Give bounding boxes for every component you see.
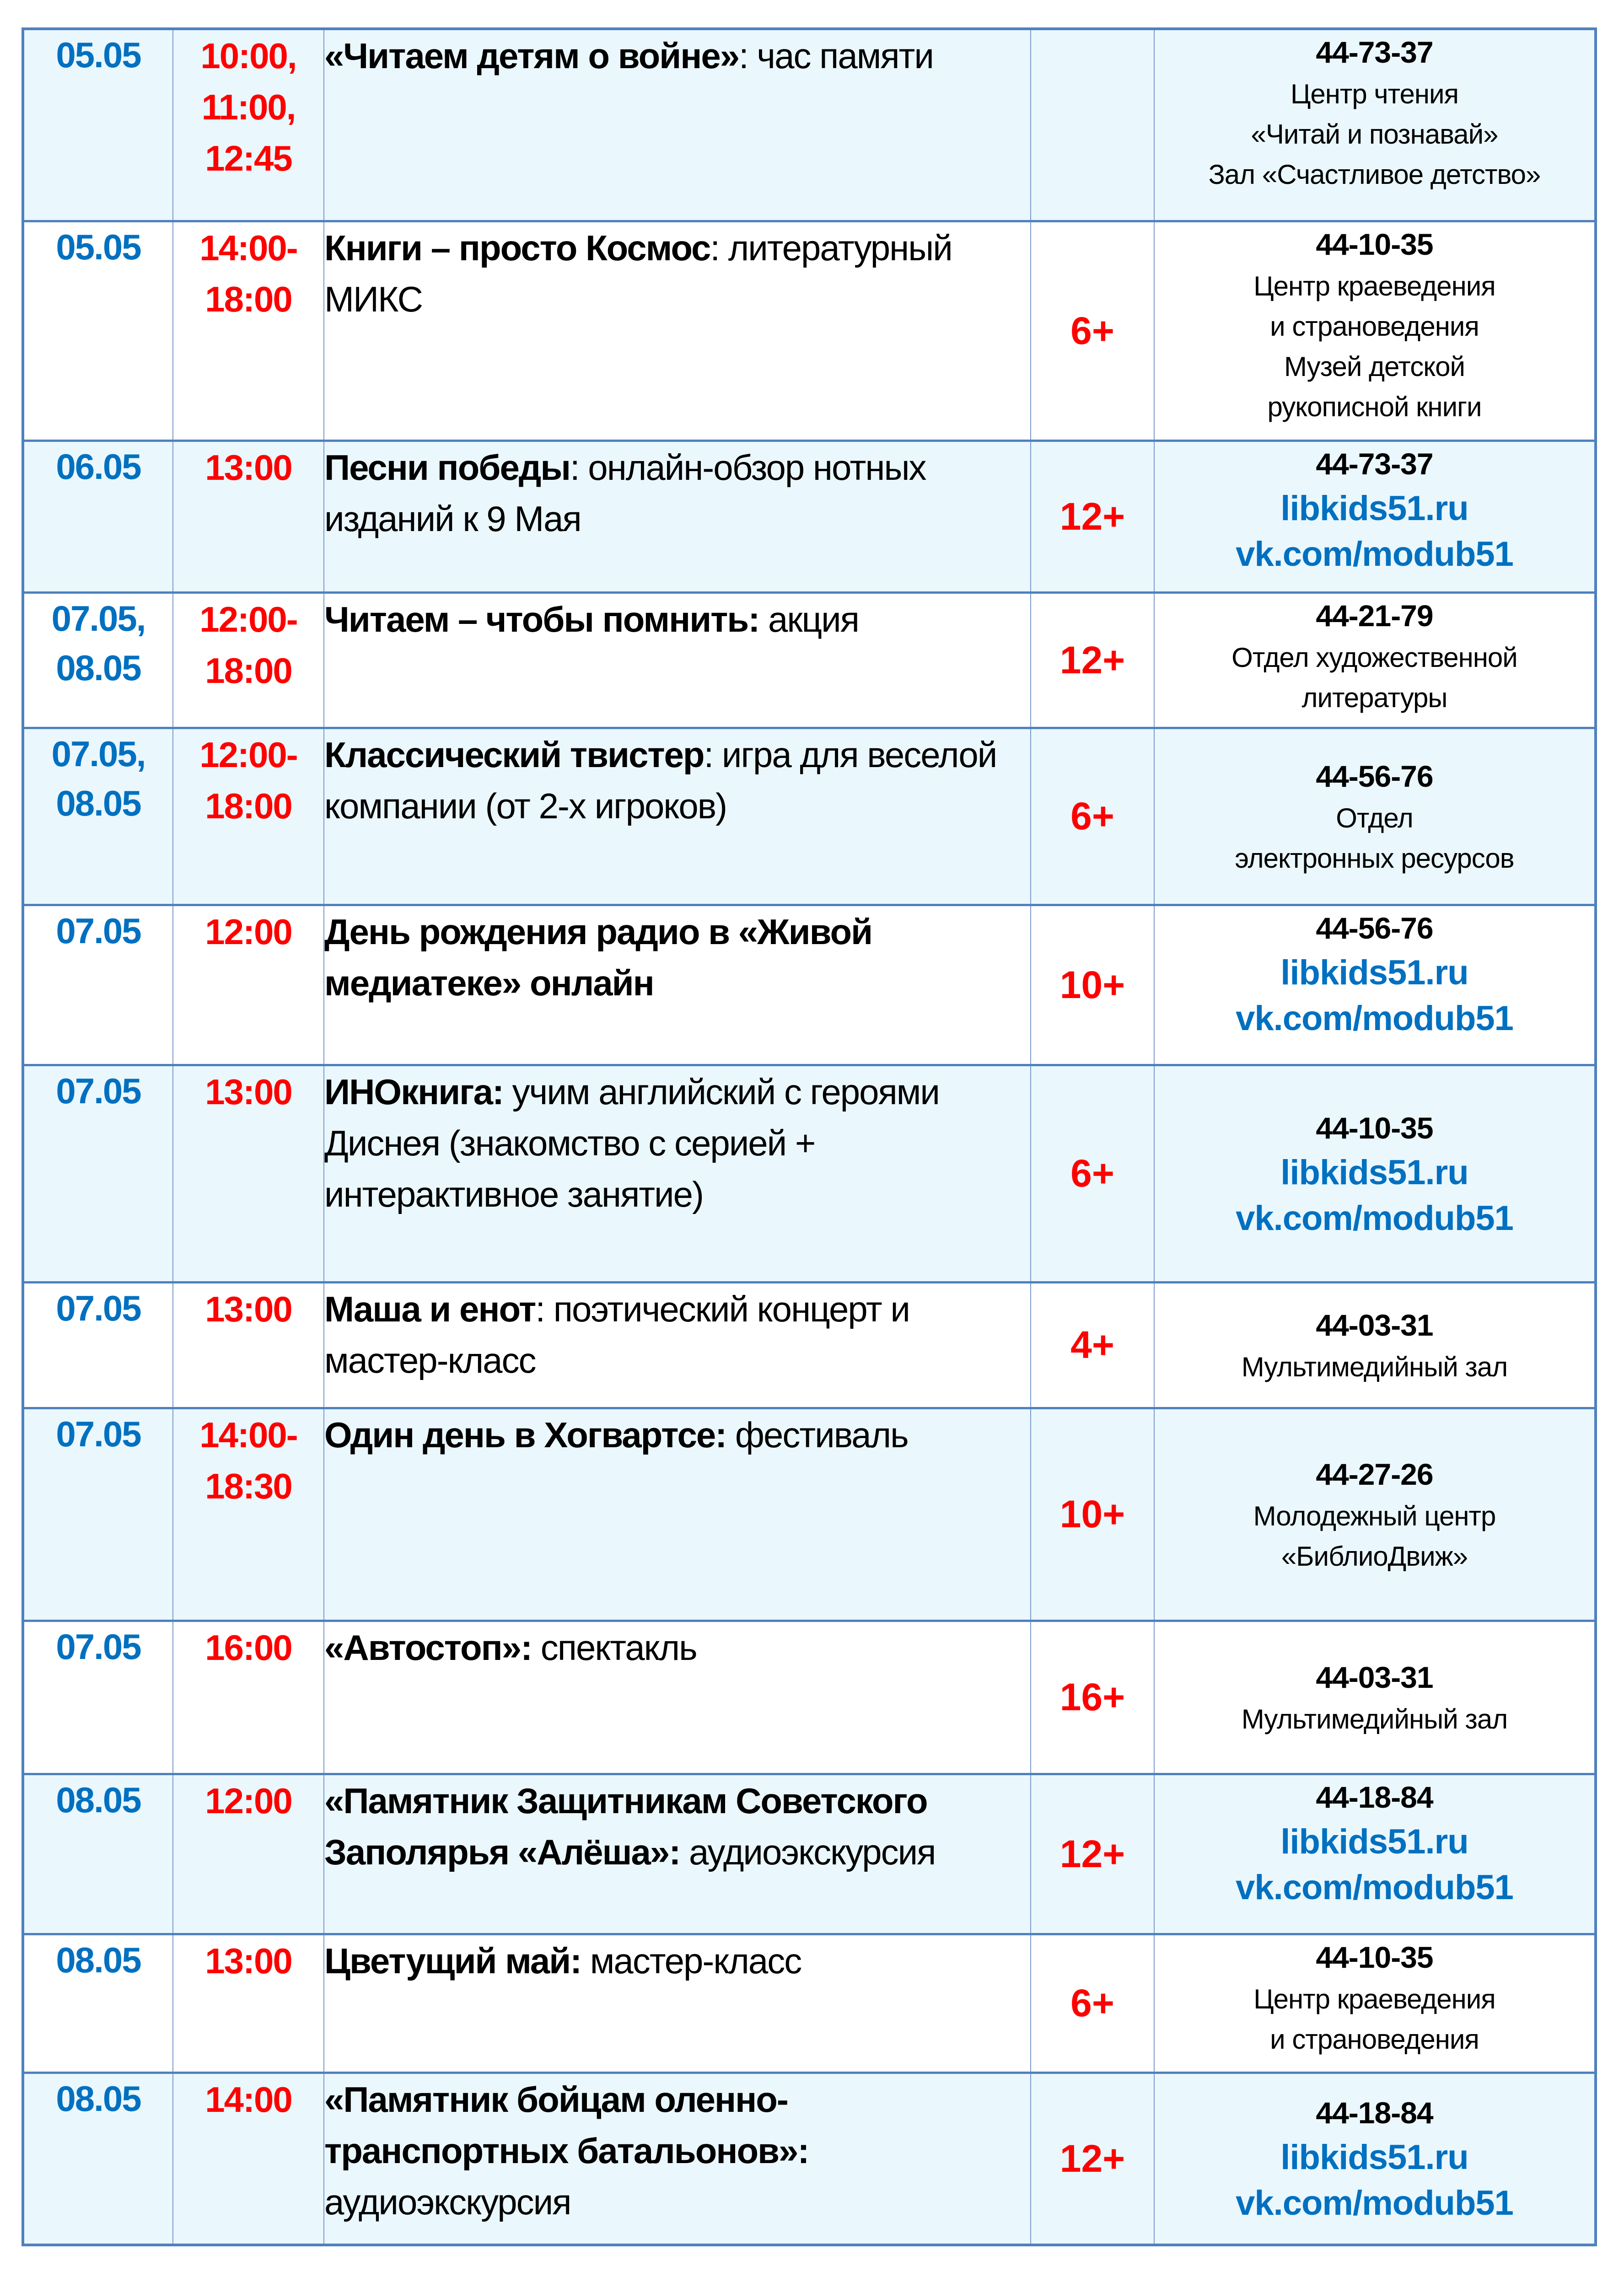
- contact-phone: 44-03-31: [1316, 1660, 1433, 1694]
- event-time: [173, 905, 324, 1065]
- event-name: «Памятник Защитникам Советского Заполярья «Алёша»:: [324, 1780, 927, 1872]
- age-rating: 6+: [1031, 221, 1154, 440]
- event-time-line: 13:00: [205, 1071, 292, 1112]
- age-rating: 6+: [1031, 1065, 1154, 1282]
- event-description: аудиоэкскурсия: [680, 1831, 936, 1872]
- event-name: Классический твистер: [324, 734, 704, 775]
- event-title: [324, 905, 1031, 1065]
- website-link[interactable]: libkids51.ru: [1280, 1153, 1468, 1192]
- contact-phone: 44-03-31: [1316, 1308, 1433, 1342]
- event-title: [324, 221, 1031, 440]
- event-date-line: 07.05: [56, 1626, 141, 1667]
- venue-line: Мультимедийный зал: [1241, 1351, 1508, 1382]
- age-rating: 12+: [1031, 1774, 1154, 1934]
- event-description: фестиваль: [726, 1414, 908, 1455]
- event-time-line: 12:00: [205, 911, 292, 952]
- event-time-line: 16:00: [205, 1627, 292, 1668]
- event-date-line: 08.05: [56, 1939, 141, 1980]
- website-link[interactable]: libkids51.ru: [1280, 953, 1468, 992]
- venue-line: Отдел художественной: [1231, 642, 1517, 673]
- event-date-line: 07.05,: [51, 733, 145, 774]
- event-contact: [1154, 1934, 1596, 2073]
- venue-line: «БиблиоДвиж»: [1281, 1541, 1468, 1572]
- event-title: [324, 2073, 1031, 2245]
- venue-line: электронных ресурсов: [1235, 843, 1514, 874]
- event-date: [23, 1282, 173, 1408]
- website-link[interactable]: vk.com/modub51: [1236, 999, 1513, 1038]
- event-description: акция: [759, 599, 859, 639]
- event-name: Один день в Хогвартсе:: [324, 1414, 726, 1455]
- contact-phone: 44-73-37: [1316, 35, 1433, 69]
- event-time: [173, 29, 324, 221]
- age-rating: 16+: [1031, 1621, 1154, 1774]
- event-date-line: 07.05,: [51, 598, 145, 639]
- event-time-line: 12:00: [205, 1780, 292, 1821]
- venue-line: и страноведения: [1270, 2024, 1479, 2055]
- venue-line: Зал «Счастливое детство»: [1208, 159, 1541, 190]
- age-rating: 6+: [1031, 728, 1154, 905]
- event-time: [173, 1621, 324, 1774]
- event-row: [23, 29, 1596, 221]
- event-row: [23, 1774, 1596, 1934]
- contact-phone: 44-10-35: [1316, 227, 1433, 261]
- contact-phone: 44-27-26: [1316, 1457, 1433, 1491]
- event-row: [23, 1934, 1596, 2073]
- event-time: [173, 1408, 324, 1621]
- website-link[interactable]: libkids51.ru: [1280, 2138, 1468, 2177]
- event-date-line: 07.05: [56, 1413, 141, 1454]
- event-date-line: 07.05: [56, 1288, 141, 1328]
- event-contact: [1154, 1774, 1596, 1934]
- event-description: учим английский с героями Диснея (знакомство с серией + интерактивное занятие): [324, 1071, 939, 1214]
- event-date-line: 05.05: [56, 35, 141, 75]
- event-description: мастер-класс: [581, 1940, 801, 1981]
- event-time: [173, 1774, 324, 1934]
- event-date: [23, 1934, 173, 2073]
- event-row: [23, 728, 1596, 905]
- event-time-line: 13:00: [205, 1289, 292, 1329]
- event-contact: [1154, 592, 1596, 728]
- event-time: [173, 728, 324, 905]
- event-description: аудиоэкскурсия: [324, 2181, 571, 2222]
- event-title: [324, 728, 1031, 905]
- event-date-line: 07.05: [56, 910, 141, 951]
- contact-phone: 44-73-37: [1316, 446, 1433, 481]
- event-date-line: 08.05: [56, 783, 141, 823]
- event-time-line: 14:00-: [199, 1414, 297, 1455]
- event-time: [173, 221, 324, 440]
- contact-phone: 44-18-84: [1316, 2096, 1433, 2130]
- age-rating: [1031, 29, 1154, 221]
- event-row: [23, 440, 1596, 592]
- event-title: [324, 1934, 1031, 2073]
- event-title: [324, 1408, 1031, 1621]
- event-date-line: 05.05: [56, 226, 141, 267]
- event-row: [23, 1621, 1596, 1774]
- event-time-line: 18:00: [205, 650, 292, 691]
- event-time: [173, 1282, 324, 1408]
- venue-line: Молодежный центр: [1253, 1500, 1496, 1531]
- venue-line: Музей детской: [1284, 351, 1465, 382]
- venue-line: Центр краеведения: [1253, 270, 1495, 301]
- event-time-line: 18:30: [205, 1466, 292, 1506]
- contact-phone: 44-56-76: [1316, 759, 1433, 793]
- event-row: [23, 592, 1596, 728]
- venue-line: литературы: [1301, 682, 1447, 713]
- event-date: [23, 1065, 173, 1282]
- event-title: [324, 1621, 1031, 1774]
- contact-phone: 44-21-79: [1316, 598, 1433, 633]
- age-rating: 4+: [1031, 1282, 1154, 1408]
- event-title: [324, 1282, 1031, 1408]
- event-row: [23, 2073, 1596, 2245]
- event-contact: [1154, 440, 1596, 592]
- event-description: : литературный МИКС: [324, 227, 952, 319]
- event-date: [23, 440, 173, 592]
- event-date-line: 08.05: [56, 1779, 141, 1820]
- event-date-line: 06.05: [56, 446, 141, 487]
- website-link[interactable]: libkids51.ru: [1280, 1822, 1468, 1861]
- event-row: [23, 1282, 1596, 1408]
- event-row: [23, 1408, 1596, 1621]
- event-time-line: 18:00: [205, 785, 292, 826]
- event-name: День рождения радио в «Живой медиатеке» онлайн: [324, 911, 872, 1003]
- event-date: [23, 1621, 173, 1774]
- event-time: [173, 1065, 324, 1282]
- event-description: : игра для веселой компании (от 2-х игроков): [324, 734, 997, 826]
- event-description: спектакль: [532, 1627, 697, 1668]
- event-time-line: 11:00,: [201, 87, 296, 127]
- event-date: [23, 1408, 173, 1621]
- event-name: Читаем – чтобы помнить:: [324, 599, 759, 639]
- venue-line: рукописной книги: [1267, 391, 1482, 422]
- event-contact: [1154, 1282, 1596, 1408]
- event-row: [23, 221, 1596, 440]
- event-title: [324, 1065, 1031, 1282]
- event-date: [23, 1774, 173, 1934]
- venue-line: Центр краеведения: [1253, 1983, 1495, 2014]
- event-date-line: 08.05: [56, 2078, 141, 2119]
- event-time-line: 14:00-: [199, 227, 297, 268]
- age-rating: 10+: [1031, 905, 1154, 1065]
- event-time: [173, 592, 324, 728]
- event-name: ИНОкнига:: [324, 1071, 504, 1112]
- age-rating: 12+: [1031, 592, 1154, 728]
- venue-line: «Читай и познавай»: [1251, 119, 1498, 150]
- event-contact: [1154, 29, 1596, 221]
- contact-phone: 44-10-35: [1316, 1111, 1433, 1145]
- event-date: [23, 2073, 173, 2245]
- website-link[interactable]: libkids51.ru: [1280, 489, 1468, 528]
- event-time-line: 12:45: [205, 138, 292, 178]
- website-link[interactable]: vk.com/modub51: [1236, 1198, 1513, 1238]
- event-title: [324, 592, 1031, 728]
- event-date: [23, 29, 173, 221]
- event-date-line: 07.05: [56, 1070, 141, 1111]
- event-title: [324, 29, 1031, 221]
- event-title: [324, 440, 1031, 592]
- event-contact: [1154, 728, 1596, 905]
- age-rating: 10+: [1031, 1408, 1154, 1621]
- venue-line: Мультимедийный зал: [1241, 1703, 1508, 1734]
- event-row: [23, 1065, 1596, 1282]
- event-name: Книги – просто Космос: [324, 227, 710, 268]
- contact-phone: 44-56-76: [1316, 911, 1433, 945]
- event-time: [173, 1934, 324, 2073]
- event-date: [23, 905, 173, 1065]
- event-time-line: 12:00-: [199, 734, 297, 775]
- event-time-line: 12:00-: [199, 599, 297, 639]
- contact-phone: 44-18-84: [1316, 1780, 1433, 1814]
- event-contact: [1154, 221, 1596, 440]
- event-time-line: 13:00: [205, 1940, 292, 1981]
- event-description: : поэтический концерт и мастер-класс: [324, 1289, 909, 1380]
- event-date-line: 08.05: [56, 647, 141, 688]
- event-name: «Читаем детям о войне»: [324, 36, 739, 76]
- event-date: [23, 221, 173, 440]
- venue-line: Отдел: [1336, 802, 1413, 833]
- event-description: : час памяти: [739, 36, 933, 76]
- event-name: Маша и енот: [324, 1289, 536, 1329]
- age-rating: 6+: [1031, 1934, 1154, 2073]
- event-name: Цветущий май:: [324, 1940, 581, 1981]
- event-name: «Автостоп»:: [324, 1627, 532, 1668]
- events-schedule-table: [22, 27, 1597, 2246]
- event-description: : онлайн-обзор нотных изданий к 9 Мая: [324, 447, 926, 539]
- event-time: [173, 2073, 324, 2245]
- event-contact: [1154, 2073, 1596, 2245]
- age-rating: 12+: [1031, 2073, 1154, 2245]
- website-link[interactable]: vk.com/modub51: [1236, 2184, 1513, 2223]
- website-link[interactable]: vk.com/modub51: [1236, 1868, 1513, 1907]
- age-rating: 12+: [1031, 440, 1154, 592]
- event-contact: [1154, 1408, 1596, 1621]
- venue-line: и страноведения: [1270, 311, 1479, 342]
- website-link[interactable]: vk.com/modub51: [1236, 534, 1513, 574]
- event-title: [324, 1774, 1031, 1934]
- event-contact: [1154, 905, 1596, 1065]
- venue-line: Центр чтения: [1291, 79, 1458, 109]
- event-name: «Памятник бойцам оленно-транспортных батальонов»:: [324, 2079, 809, 2171]
- event-date: [23, 728, 173, 905]
- event-time-line: 10:00,: [200, 36, 296, 76]
- event-contact: [1154, 1621, 1596, 1774]
- event-contact: [1154, 1065, 1596, 1282]
- schedule-body: [23, 29, 1596, 2245]
- event-name: Песни победы: [324, 447, 570, 488]
- contact-phone: 44-10-35: [1316, 1940, 1433, 1974]
- event-row: [23, 905, 1596, 1065]
- event-time: [173, 440, 324, 592]
- event-time-line: 14:00: [205, 2079, 292, 2120]
- event-time-line: 18:00: [205, 279, 292, 319]
- event-date: [23, 592, 173, 728]
- event-time-line: 13:00: [205, 447, 292, 488]
